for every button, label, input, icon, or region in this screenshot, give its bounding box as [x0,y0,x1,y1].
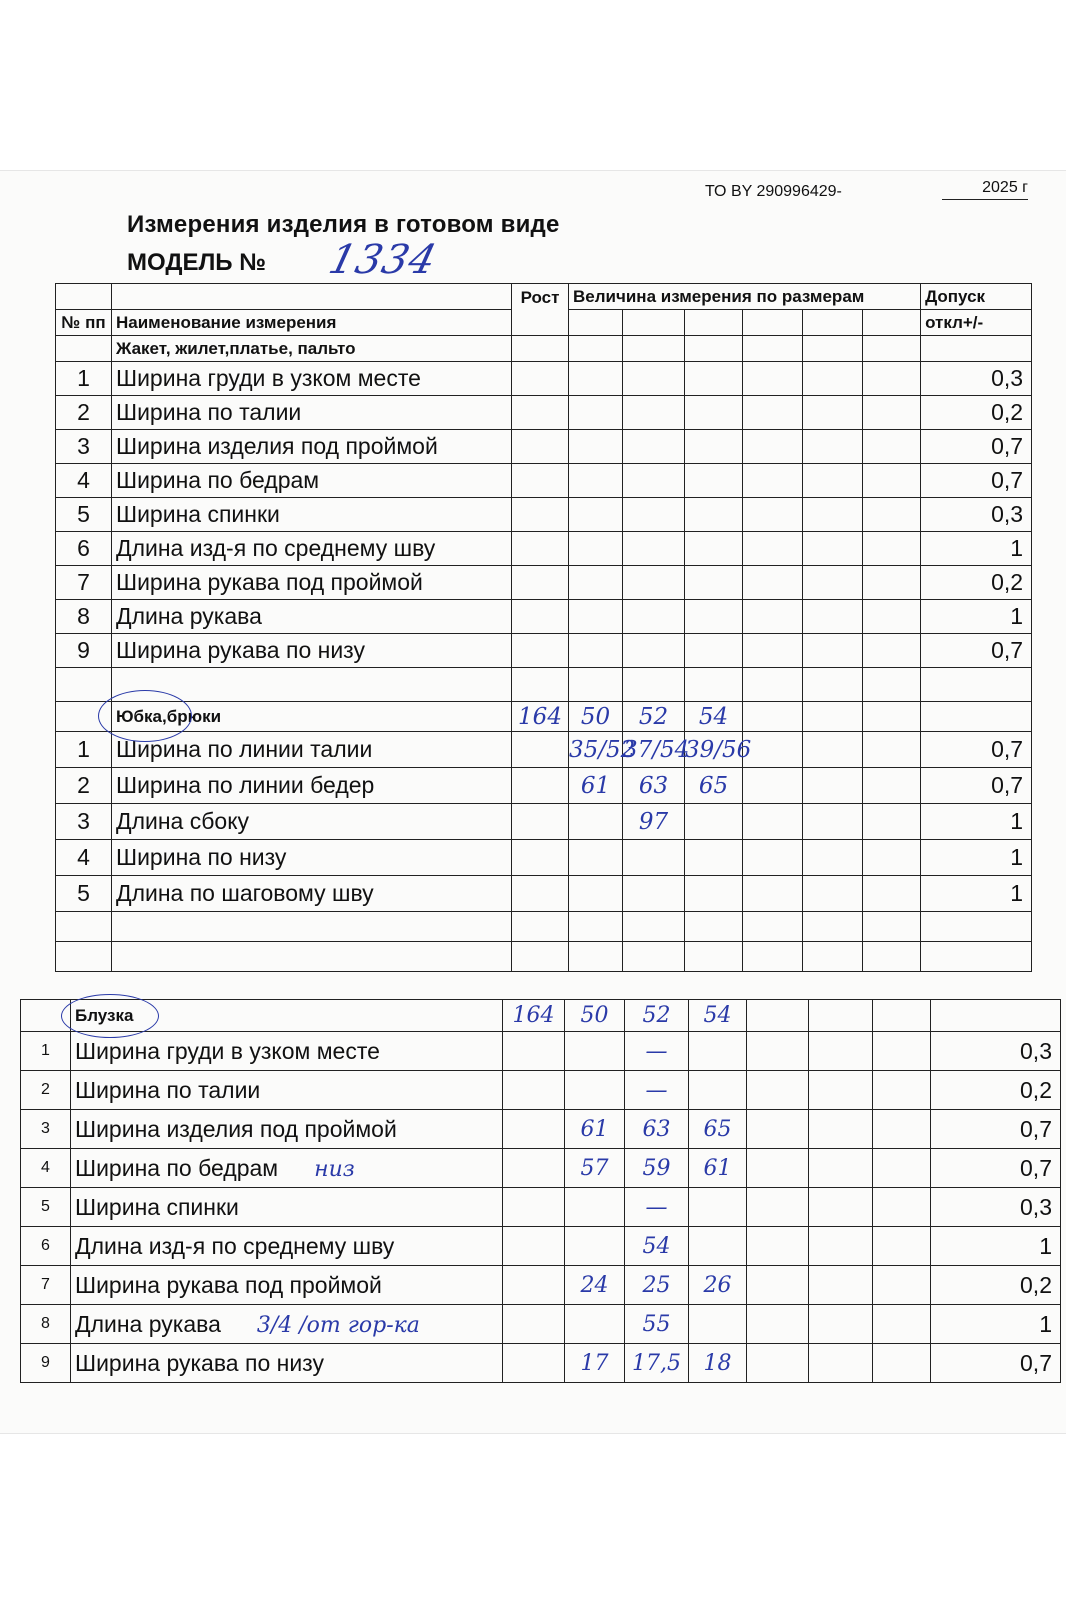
measurement-name: Ширина по талии [112,396,512,430]
model-number-handwritten: 1334 [324,237,442,283]
measurement-name: Длина рукава [75,1310,221,1337]
measurement-name: Ширина рукава под проймой [112,566,512,600]
row-number: 2 [56,396,112,430]
row-number: 1 [56,362,112,396]
table-row [56,430,1032,464]
tolerance-value: 0,2 [921,396,1032,430]
registration-code: ТО BY 290996429- [705,183,842,200]
table-row [21,1071,1061,1110]
row-number: 3 [56,804,112,840]
size-value: — [625,1188,689,1227]
size-value: 24 [565,1266,625,1305]
tolerance-value: 0,7 [931,1149,1061,1188]
size-value [565,1188,625,1227]
tolerance-value: 0,2 [931,1071,1061,1110]
size-value [689,1071,747,1110]
measurement-name: Длина рукава [112,600,512,634]
section-title-jacket: Жакет, жилет,платье, пальто [112,336,512,362]
size-54: 54 [689,1000,747,1032]
table-row [21,1032,1061,1071]
tolerance-value: 1 [921,600,1032,634]
row-number: 5 [56,498,112,532]
size-value [689,1305,747,1344]
measurement-name: Ширина по бедрам [112,464,512,498]
row-number: 6 [56,532,112,566]
measurement-name: Длина изд-я по среднему шву [75,1232,395,1259]
size-52: 52 [623,702,685,732]
size-value: 63 [623,768,685,804]
size-value [569,876,623,912]
table-row [21,1188,1061,1227]
table-row [56,566,1032,600]
size-52: 52 [625,1000,689,1032]
size-value: 35/52 [569,732,623,768]
size-value: 65 [685,768,743,804]
size-value: 65 [689,1110,747,1149]
size-value: 57 [565,1149,625,1188]
row-number: 4 [56,464,112,498]
tolerance-value: 1 [931,1305,1061,1344]
document-title: Измерения изделия в готовом виде [127,211,560,238]
tolerance-value: 0,2 [931,1266,1061,1305]
measurement-name: Ширина рукава по низу [75,1349,324,1376]
section-title-skirt: Юбка,брюки [112,702,512,732]
measurement-name-cell [71,1149,503,1188]
size-value [623,840,685,876]
table-row [56,464,1032,498]
size-value: 26 [689,1266,747,1305]
tolerance-value: 0,3 [931,1032,1061,1071]
size-value: 61 [565,1110,625,1149]
tolerance-value: 0,7 [931,1344,1061,1383]
handwritten-note: 3/4 /от гор-ка [256,1312,420,1338]
table-row [56,396,1032,430]
size-value: 17,5 [625,1344,689,1383]
size-value [689,1032,747,1071]
table-row [21,1110,1061,1149]
size-50: 50 [565,1000,625,1032]
measurement-name-cell [71,1266,503,1305]
table-row [56,362,1032,396]
size-value: 54 [625,1227,689,1266]
sizes-header: Величина измерения по размерам [569,284,921,310]
size-value: 18 [689,1344,747,1383]
measurement-name-cell [71,1227,503,1266]
measurement-name: Ширина груди в узком месте [112,362,512,396]
year-field: 2025 г [942,179,1028,200]
table-row [56,600,1032,634]
section-circle-mark [61,994,159,1038]
measurements-table-top [55,283,1032,972]
measurement-name: Длина изд-я по среднему шву [112,532,512,566]
size-54: 54 [685,702,743,732]
size-value: 97 [623,804,685,840]
measurement-name: Ширина рукава по низу [112,634,512,668]
size-value [569,804,623,840]
size-value: 55 [625,1305,689,1344]
measurement-name: Ширина рукава под проймой [75,1271,382,1298]
table-row [21,1149,1061,1188]
tolerance-value: 0,7 [921,732,1032,768]
size-value [565,1032,625,1071]
section-title-blouse: Блузка [71,1000,503,1032]
row-number: 4 [21,1149,71,1188]
table-row [56,532,1032,566]
row-number: 1 [56,732,112,768]
size-value [685,876,743,912]
size-50: 50 [569,702,623,732]
measurement-name: Ширина по низу [112,840,512,876]
tolerance-value: 1 [931,1227,1061,1266]
measurement-name-cell [71,1110,503,1149]
table-row [56,498,1032,532]
tolerance-header-1: Допуск [921,284,1032,310]
measurement-name-cell [71,1305,503,1344]
size-value: — [625,1032,689,1071]
row-number: 8 [56,600,112,634]
tolerance-value: 0,7 [921,430,1032,464]
measurement-name: Ширина по линии талии [112,732,512,768]
measurement-name: Ширина спинки [112,498,512,532]
measurement-name-cell [71,1344,503,1383]
document-page [0,170,1066,1434]
row-number: 5 [21,1188,71,1227]
handwritten-note: низ [314,1156,355,1182]
size-value: 37/54 [623,732,685,768]
row-number: 8 [21,1305,71,1344]
table-row [21,1227,1061,1266]
tolerance-value: 0,7 [921,634,1032,668]
tolerance-value: 0,7 [931,1110,1061,1149]
size-value [689,1188,747,1227]
row-number: 9 [21,1344,71,1383]
row-number: 2 [56,768,112,804]
table-row [56,732,1032,768]
measurement-name: Длина по шаговому шву [112,876,512,912]
size-value [565,1227,625,1266]
size-value: 59 [625,1149,689,1188]
row-number: 7 [21,1266,71,1305]
size-value: 25 [625,1266,689,1305]
tolerance-value: 0,7 [921,464,1032,498]
size-value [569,840,623,876]
row-number: 4 [56,840,112,876]
tolerance-value: 1 [921,532,1032,566]
measurement-name: Ширина по линии бедер [112,768,512,804]
tolerance-value: 0,7 [921,768,1032,804]
size-value [685,840,743,876]
tolerance-value: 1 [921,876,1032,912]
size-value: 39/56 [685,732,743,768]
row-number: 5 [56,876,112,912]
table-row [21,1266,1061,1305]
row-number: 7 [56,566,112,600]
model-label: МОДЕЛЬ № [127,249,266,276]
tolerance-value: 1 [921,840,1032,876]
table-row [56,876,1032,912]
size-value [565,1305,625,1344]
size-value [565,1071,625,1110]
tolerance-header-2: откл+/- [921,310,1032,336]
measurement-name: Ширина изделия под проймой [75,1115,397,1142]
measurements-table-blouse [20,999,1061,1383]
table-row [21,1344,1061,1383]
row-number: 6 [21,1227,71,1266]
row-number: 1 [21,1032,71,1071]
tolerance-value: 0,2 [921,566,1032,600]
size-value [689,1227,747,1266]
row-number: 3 [56,430,112,464]
table-row [56,634,1032,668]
tolerance-value: 0,3 [921,362,1032,396]
size-value: 61 [689,1149,747,1188]
size-value [685,804,743,840]
height-value: 164 [503,1000,565,1032]
size-value: 61 [569,768,623,804]
measurement-name: Ширина изделия под проймой [112,430,512,464]
tolerance-value: 0,3 [931,1188,1061,1227]
measurement-name: Ширина по талии [75,1076,261,1103]
measurement-name-cell [71,1188,503,1227]
row-number: 3 [21,1110,71,1149]
measurement-name: Ширина по бедрам [75,1154,279,1181]
row-number: 9 [56,634,112,668]
table-row [56,768,1032,804]
size-value [623,876,685,912]
measurement-name: Длина сбоку [112,804,512,840]
tolerance-value: 1 [921,804,1032,840]
section-circle-mark [98,690,192,742]
name-header: Наименование измерения [112,310,512,336]
size-value: 17 [565,1344,625,1383]
measurement-name: Ширина груди в узком месте [75,1037,380,1064]
measurement-name: Ширина спинки [75,1193,239,1220]
height-header: Рост [512,284,569,336]
height-value: 164 [512,702,569,732]
row-number: 2 [21,1071,71,1110]
size-value: 63 [625,1110,689,1149]
size-value: — [625,1071,689,1110]
measurement-name-cell [71,1071,503,1110]
table-row [21,1305,1061,1344]
table-row [56,840,1032,876]
table-row [56,804,1032,840]
tolerance-value: 0,3 [921,498,1032,532]
measurement-name-cell [71,1032,503,1071]
number-header: № пп [56,310,112,336]
